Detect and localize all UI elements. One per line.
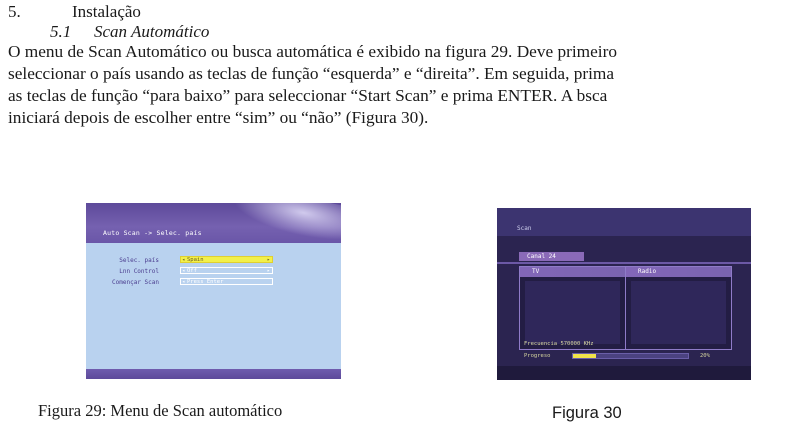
radio-list — [631, 281, 726, 344]
arrow-right-icon: ▸ — [266, 268, 270, 274]
radio-panel-title: Radio — [626, 267, 731, 277]
arrow-left-icon: ◂ — [182, 257, 186, 263]
section-title: Instalação — [72, 2, 141, 21]
body-paragraph — [8, 41, 798, 129]
tv-panel — [519, 266, 626, 350]
country-select — [180, 256, 273, 263]
channel-tab: Canal 24 — [519, 252, 584, 261]
country-value: Spain — [187, 257, 204, 263]
decorative-swoosh — [228, 203, 341, 245]
progress-label: Progreso — [524, 353, 551, 359]
paragraph-line: iniciará depois de escolher entre “sim” ou “não” (Figura 30). — [8, 108, 429, 127]
subsection-title: Scan Automático — [94, 22, 210, 41]
progress-percent: 20% — [700, 353, 710, 359]
progress-track — [572, 353, 689, 359]
figure-30-scan-screen — [497, 208, 751, 380]
paragraph-line: seleccionar o país usando as teclas de função “esquerda” e “direita”. Em seguida, prima — [8, 64, 615, 83]
menu-label-country: Selec. país — [119, 257, 159, 264]
menu-label-lnb: Lnn Control — [119, 268, 159, 275]
tv-panel-title: TV — [520, 267, 625, 277]
figure-29-auto-scan-screen — [86, 203, 341, 379]
screen-title-bar — [86, 203, 341, 243]
frequency-label: Frecuencia — [524, 341, 558, 347]
screen-bottom-bar — [86, 369, 341, 379]
subsection-number: 5.1 — [50, 22, 72, 41]
scan-footer — [497, 366, 751, 380]
lnb-control-select — [180, 267, 273, 274]
radio-panel — [625, 266, 732, 350]
divider — [497, 262, 751, 264]
paragraph-line: O menu de Scan Automático ou busca automática é exibido na figura 29. Deve primeiro — [8, 42, 617, 61]
section-number: 5. — [8, 2, 21, 21]
frequency-value: 570000 KHz — [560, 341, 594, 347]
tv-list — [525, 281, 620, 344]
screen-title: Auto Scan -> Selec. país — [103, 229, 202, 237]
scan-header — [497, 208, 751, 236]
start-scan-field — [180, 278, 273, 285]
menu-label-start-scan: Començar Scan — [112, 279, 159, 286]
lnb-value: Off — [187, 268, 197, 274]
figure-30-caption: Figura 30 — [552, 404, 622, 422]
figure-29-caption: Figura 29: Menu de Scan automático — [38, 401, 283, 420]
arrow-right-icon: ▸ — [266, 257, 270, 263]
paragraph-line: as teclas de função “para baixo” para seleccionar “Start Scan” e prima ENTER. A bsca — [8, 86, 608, 105]
arrow-left-icon: ◂ — [182, 268, 186, 274]
arrow-left-icon: ◂ — [182, 279, 186, 285]
scan-title: Scan — [517, 225, 532, 232]
start-scan-value: Press Enter — [187, 279, 224, 285]
progress-bar-fill — [573, 354, 596, 358]
frequency-readout — [524, 341, 594, 347]
